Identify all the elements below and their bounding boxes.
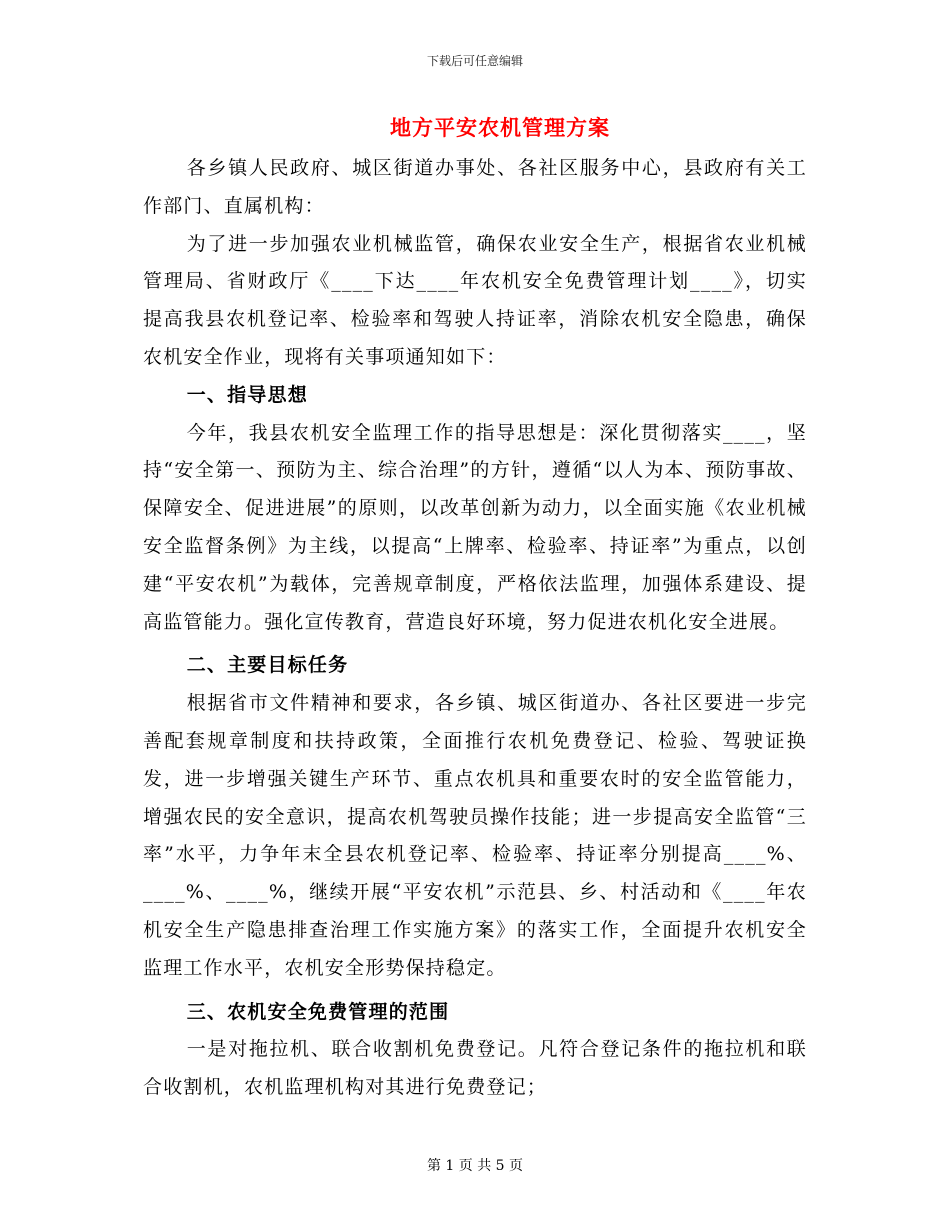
intro-paragraph: 为了进一步加强农业机械监管，确保农业安全生产，根据省农业机械管理局、省财政厅《____下达____年农机安全免费管理计划____》，切实提高我县农机登记率、检验率和驾驶人持证率，消除农机安全隐患，确保农机安全作业，现将有关事项通知如下：: [143, 232, 807, 368]
section-heading-main-goals: 二、主要目标任务: [186, 654, 349, 677]
section-heading-guiding-ideology: 一、指导思想: [186, 383, 308, 406]
salutation-paragraph: 各乡镇人民政府、城区街道办事处、各社区服务中心，县政府有关工作部门、直属机构：: [143, 157, 807, 217]
document-body: [143, 150, 807, 1107]
section-paragraph-scope: 一是对拖拉机、联合收割机免费登记。凡符合登记条件的拖拉机和联合收割机，农机监理机构对其进行免费登记；: [143, 1038, 807, 1099]
document-title: 地方平安农机管理方案: [390, 115, 610, 140]
section-heading-scope: 三、农机安全免费管理的范围: [186, 1000, 450, 1023]
section-paragraph-main-goals: 根据省市文件精神和要求，各乡镇、城区街道办、各社区要进一步完善配套规章制度和扶持政策，全面推行农机免费登记、检验、驾驶证换发，进一步增强关键生产环节、重点农机具和重要农时的安全监管能力，增强农民的安全意识，提高农机驾驶员操作技能；进一步提高安全监管“三率”水平，力争年末全县农机登记率、检验率、持证率分别提高____%、____%、____%，继续开展“平安农机”示范县、乡、村活动和《____年农机安全生产隐患排查治理工作实施方案》的落实工作，全面提升农机安全监理工作水平，农机安全形势保持稳定。: [143, 692, 807, 979]
section-paragraph-guiding-ideology: 今年，我县农机安全监理工作的指导思想是：深化贯彻落实____，坚持“安全第一、预防为主、综合治理”的方针，遵循“以人为本、预防事故、保障安全、促进进展”的原则，以改革创新为动力，以全面实施《农业机械安全监督条例》为主线，以提高“上牌率、检验率、持证率”为重点，以创建“平安农机”为载体，完善规章制度，严格依法监理，加强体系建设、提高监管能力。强化宣传教育，营造良好环境，努力促进农机化安全进展。: [143, 421, 807, 633]
page-footer-number: 第 1 页 共 5 页: [426, 1158, 524, 1174]
page-header-note: 下载后可任意编辑: [426, 54, 523, 68]
